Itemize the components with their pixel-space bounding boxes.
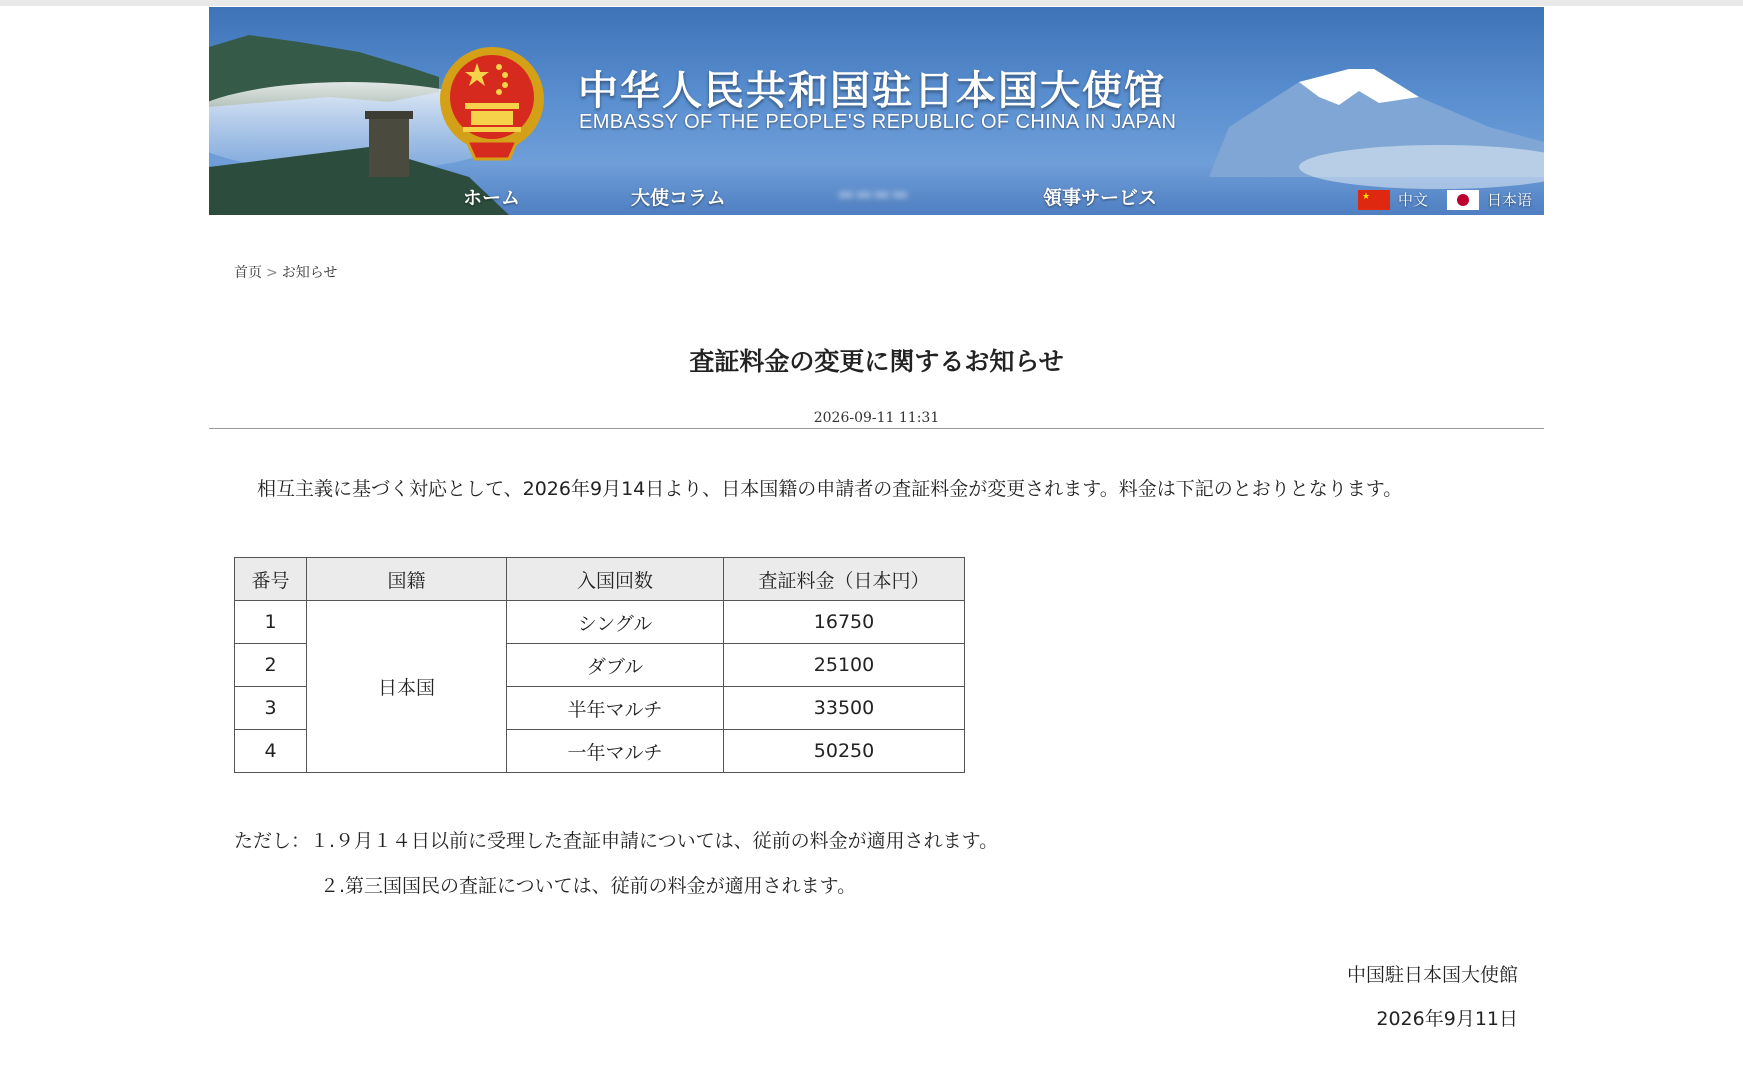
language-label: 中文 (1398, 191, 1429, 209)
china-flag-icon: ★ (1358, 190, 1390, 210)
entries-cell: 半年マルチ (507, 687, 724, 730)
site-title-english: EMBASSY OF THE PEOPLE'S REPUBLIC OF CHINA IN JAPAN (579, 111, 1177, 133)
japan-flag-icon (1447, 190, 1479, 210)
intro-paragraph: 相互主義に基づく対応として、2026年9月14日より、日本国籍の申請者の査証料金が変更されます。料金は下記のとおりとなります。 (257, 478, 1403, 500)
national-emblem-icon (437, 41, 547, 163)
table-row (235, 601, 965, 644)
nav-consular-service[interactable]: 領事サービス (1043, 187, 1158, 209)
signature-organization: 中国駐日本国大使館 (1346, 964, 1518, 986)
column-header-number: 番号 (235, 558, 307, 601)
great-wall-tower (369, 117, 409, 177)
page-title: 査証料金の変更に関するお知らせ (689, 347, 1064, 376)
entries-cell: 一年マルチ (507, 730, 724, 773)
publish-date: 2026-09-11 11:31 (813, 410, 940, 426)
column-header-nationality: 国籍 (307, 558, 507, 601)
row-number: 2 (235, 644, 307, 687)
title-divider (209, 428, 1544, 429)
visa-fee-table (234, 557, 965, 773)
entries-cell: ダブル (507, 644, 724, 687)
nav-ambassador-column[interactable]: 大使コラム (631, 187, 726, 209)
row-number: 1 (235, 601, 307, 644)
column-header-fee: 査証料金（日本円） (724, 558, 965, 601)
row-number: 3 (235, 687, 307, 730)
fee-cell: 16750 (724, 601, 965, 644)
browser-top-edge (0, 0, 1743, 6)
fee-cell: 50250 (724, 730, 965, 773)
row-number: 4 (235, 730, 307, 773)
site-title-chinese: 中华人民共和国驻日本国大使馆 (578, 68, 1166, 114)
column-header-entries: 入国回数 (507, 558, 724, 601)
signature-date: 2026年9月11日 (1376, 1008, 1518, 1030)
language-label: 日本语 (1487, 191, 1533, 209)
breadcrumb (234, 262, 337, 282)
breadcrumb-separator: > (266, 265, 278, 281)
language-chinese[interactable] (1358, 189, 1428, 210)
breadcrumb-home-link[interactable]: 首页 (234, 265, 262, 281)
table-header-row (235, 558, 965, 601)
note-line-2: ２.第三国国民の査証については、従前の料金が適用されます。 (320, 875, 857, 897)
fee-cell: 33500 (724, 687, 965, 730)
nationality-cell: 日本国 (307, 601, 507, 773)
entries-cell: シングル (507, 601, 724, 644)
nav-item-blurred[interactable]: ▬▬▬▬ (837, 183, 909, 205)
nav-home[interactable]: ホーム (463, 187, 521, 209)
site-banner (209, 7, 1544, 215)
language-japanese[interactable] (1447, 189, 1532, 210)
breadcrumb-current-link[interactable]: お知らせ (281, 265, 338, 281)
fee-cell: 25100 (724, 644, 965, 687)
note-line-1: ただし：１.９月１４日以前に受理した査証申請については、従前の料金が適用されます。 (234, 830, 999, 852)
